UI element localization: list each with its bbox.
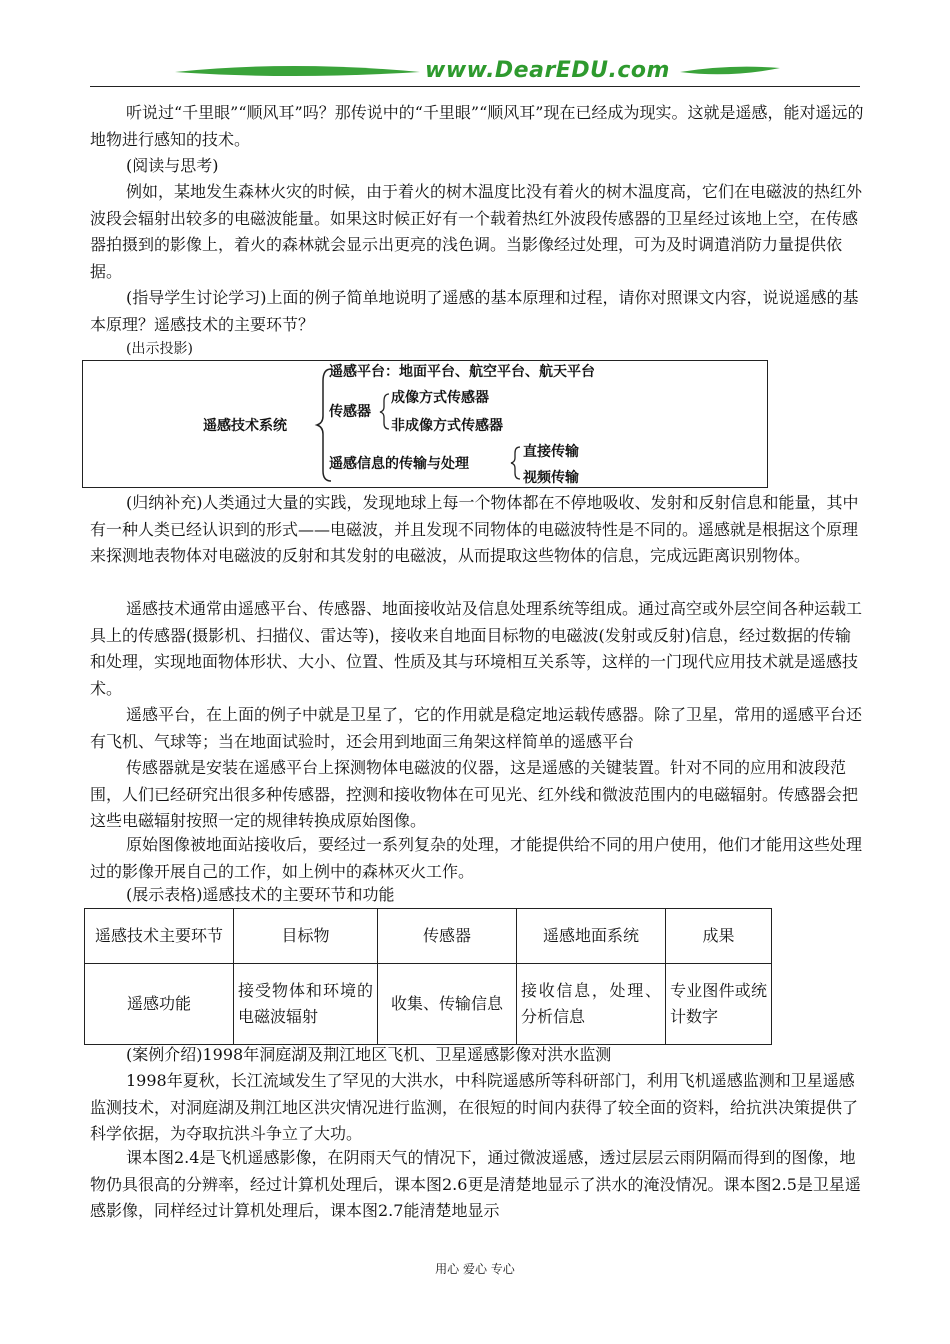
diagram-imaging-sensor-label: 成像方式传感器 (391, 390, 489, 406)
paragraph-components: 遥感技术通常由遥感平台、传感器、地面接收站及信息处理系统等组成。通过高空或外层空间各种运载工具上的传感器(摄影机、扫描仪、雷达等)，接收来自地面目标物的电磁波(发射或反射)信息，经过数据的传输和处理，实现地面物体形状、大小、位置、性质及其与环境相互关系等，这样的一门现代应用技术就是遥感技术。 (90, 599, 863, 698)
diagram-platform-label: 遥感平台：地面平台、航空平台、航天平台 (329, 364, 595, 380)
paragraph-processing: 原始图像被地面站接收后，要经过一系列复杂的处理，才能提供给不同的用户使用，他们才能用这些处理过的影像开展自己的工作，如上例中的森林灭火工作。 (90, 835, 863, 881)
table-cell: 接收信息，处理、分析信息 (517, 964, 666, 1045)
paragraph-fire-example: 例如，某地发生森林火灾的时候，由于着火的树木温度比没有着火的树木温度高，它们在电磁波的热红外波段会辐射出较多的电磁波能量。如果这时候正好有一个载着热红外波段传感器的卫星经过该地上空，在传感器拍摄到的影像上，着火的森林就会显示出更亮的浅色调。当影像经过处理，可为及时调遣消防力量提供依据。 (90, 182, 863, 281)
remote-sensing-system-diagram (82, 360, 768, 488)
table-header-cell: 成果 (666, 909, 772, 964)
table-header-cell: 传感器 (378, 909, 517, 964)
diagram-direct-label: 直接传输 (523, 444, 579, 460)
table-header-cell: 目标物 (234, 909, 378, 964)
paragraph-platform: 遥感平台，在上面的例子中就是卫星了，它的作用就是稳定地运载传感器。除了卫星，常用的遥感平台还有飞机、气球等；当在地面试验时，还会用到地面三角架这样简单的遥感平台 (90, 705, 863, 751)
table-row (85, 964, 772, 1045)
page-footer: 用心 爱心 专心 (435, 1262, 515, 1276)
paragraph-case-label: (案例介绍)1998年洞庭湖及荆江地区飞机、卫星遥感影像对洪水监测 (126, 1045, 612, 1064)
diagram-root-label: 遥感技术系统 (203, 418, 287, 434)
function-table (84, 908, 772, 1045)
table-cell: 专业图件或统计数字 (666, 964, 772, 1045)
table-header-cell: 遥感地面系统 (517, 909, 666, 964)
paragraph-intro: 听说过“千里眼”“顺风耳”吗？那传说中的“千里眼”“顺风耳”现在已经成为现实。这就是遥感，能对遥远的地物进行感知的技术。 (90, 103, 864, 149)
paragraph-summary: (归纳补充)人类通过大量的实践，发现地球上每一个物体都在不停地吸收、发射和反射信息和能量，其中有一种人类已经认识到的形式——电磁波，并且发现不同物体的电磁波特性是不同的。遥感就是根据这个原理来探测地表物体对电磁波的反射和其发射的电磁波，从而提取这些物体的信息，完成远距离识别物体。 (90, 493, 859, 565)
table-cell: 收集、传输信息 (378, 964, 517, 1045)
diagram-video-label: 视频传输 (523, 470, 579, 486)
table-cell: 遥感功能 (85, 964, 234, 1045)
table-header-row (85, 909, 772, 964)
paragraph-reading-label: (阅读与思考) (126, 156, 219, 175)
page-header (90, 58, 860, 90)
diagram-non-imaging-sensor-label: 非成像方式传感器 (391, 418, 503, 434)
paragraph-projection-label: (出示投影) (126, 341, 193, 357)
paragraph-sensor: 传感器就是安装在遥感平台上探测物体电磁波的仪器，这是遥感的关键装置。针对不同的应用和波段范围，人们已经研究出很多种传感器，控测和接收物体在可见光、红外线和微波范围内的电磁辐射。传感器会把这些电磁辐射按照一定的规律转换成原始图像。 (90, 758, 859, 830)
paragraph-table-label: (展示表格)遥感技术的主要环节和功能 (126, 885, 395, 904)
table-header-cell: 遥感技术主要环节 (85, 909, 234, 964)
paragraph-discussion: (指导学生讨论学习)上面的例子简单地说明了遥感的基本原理和过程，请你对照课文内容，说说遥感的基本原理？遥感技术的主要环节？ (90, 288, 859, 334)
diagram-sensor-label: 传感器 (329, 404, 371, 420)
paragraph-flood-1998: 1998年夏秋，长江流域发生了罕见的大洪水，中科院遥感所等科研部门，利用飞机遥感监测和卫星遥感监测技术，对洞庭湖及荆江地区洪灾情况进行监测，在很短的时间内获得了较全面的资料，给抗洪决策提供了科学依据，为夺取抗洪斗争立了大功。 (90, 1071, 859, 1143)
table-cell: 接受物体和环境的电磁波辐射 (234, 964, 378, 1045)
diagram-transmission-label: 遥感信息的传输与处理 (329, 456, 469, 472)
header-logo-text[interactable]: www.DearEDU.com (425, 58, 670, 83)
paragraph-textbook-figures: 课本图2.4是飞机遥感影像，在阴雨天气的情况下，通过微波遥感，透过层层云雨阴隔而得到的图像，地物仍具很高的分辨率，经过计算机处理后，课本图2.6更是清楚地显示了洪水的淹没情况。课本图2.5是卫星遥感影像，同样经过计算机处理后，课本图2.7能清楚地显示 (90, 1148, 861, 1220)
header-rule (90, 86, 860, 87)
